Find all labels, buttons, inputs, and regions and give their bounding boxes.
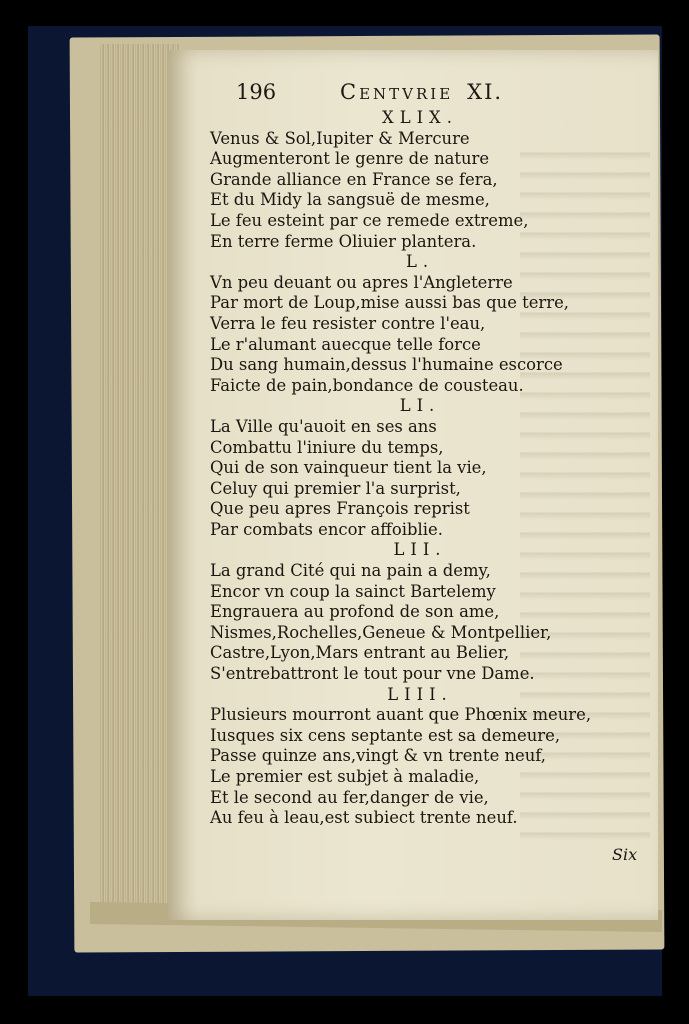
verse-line: Augmenteront le genre de nature xyxy=(210,149,490,169)
running-title xyxy=(340,80,503,104)
quatrain xyxy=(210,108,590,252)
quatrain xyxy=(210,685,590,829)
verse-line: Par combats encor affoiblie. xyxy=(210,519,443,539)
catchword: Six xyxy=(612,845,638,864)
verse-line: Combattu l'iniure du temps, xyxy=(210,437,444,457)
quatrain-number: LII. xyxy=(393,540,447,560)
verse-line: Castre,Lyon,Mars entrant au Belier, xyxy=(210,643,510,663)
verse-line: Engrauera au profond de son ame, xyxy=(210,602,500,622)
quatrain xyxy=(210,252,590,396)
quatrain-number: L. xyxy=(405,252,435,272)
verse-line: Verra le feu resister contre l'eau, xyxy=(210,313,486,333)
verse-line: Encor vn coup la sainct Bartelemy xyxy=(210,581,496,601)
verse-line: Grande alliance en France se fera, xyxy=(210,169,498,189)
verse-line: Celuy qui premier l'a surprist, xyxy=(210,478,461,498)
verse-line: Vn peu deuant ou apres l'Angleterre xyxy=(210,272,513,292)
quatrain xyxy=(210,396,590,540)
verse-line: Que peu apres François reprist xyxy=(210,499,470,519)
verse-line: Le r'alumant auecque telle force xyxy=(210,334,481,354)
verse-line: Plusieurs mourront auant que Phœnix meure, xyxy=(210,705,592,725)
verse-line: Le feu esteint par ce remede extreme, xyxy=(210,210,529,230)
verse-line: Le premier est subjet à maladie, xyxy=(210,767,480,786)
quatrain-number: LIII. xyxy=(387,684,453,704)
verse-line: La grand Cité qui na pain a demy, xyxy=(210,561,491,581)
verse-line: Et le second au fer,danger de vie, xyxy=(210,787,489,807)
quatrain-number: XLIX. xyxy=(382,108,458,127)
verse-line: Au feu à leau,est subiect trente neuf. xyxy=(210,808,518,828)
verse-line: Faicte de pain,bondance de cousteau. xyxy=(210,375,524,395)
page-number: 196 xyxy=(236,80,277,104)
running-title-roman: XI. xyxy=(467,80,504,104)
verse-line: Qui de son vainqueur tient la vie, xyxy=(210,458,487,478)
verse-line: Par mort de Loup,mise aussi bas que terre, xyxy=(210,293,569,313)
quatrain-list xyxy=(210,108,590,829)
page-header xyxy=(236,80,556,106)
verse-line: Venus & Sol,Iupiter & Mercure xyxy=(210,128,470,148)
verse-line: S'entrebattront le tout pour vne Dame. xyxy=(210,664,535,684)
verse-line: En terre ferme Oliuier plantera. xyxy=(210,231,477,251)
running-title-word: Centvrie xyxy=(340,80,454,104)
verse-line: Et du Midy la sangsuë de mesme, xyxy=(210,190,490,210)
verse-line: Du sang humain,dessus l'humaine escorce xyxy=(210,355,563,375)
verse-line: Nismes,Rochelles,Geneue & Montpellier, xyxy=(210,622,552,642)
verse-line: Passe quinze ans,vingt & vn trente neuf, xyxy=(210,746,546,766)
quatrain-number: LI. xyxy=(399,396,441,416)
verse-line: Iusques six cens septante est sa demeure, xyxy=(210,725,561,745)
quatrain xyxy=(210,540,590,684)
verse-line: La Ville qu'auoit en ses ans xyxy=(210,416,437,436)
